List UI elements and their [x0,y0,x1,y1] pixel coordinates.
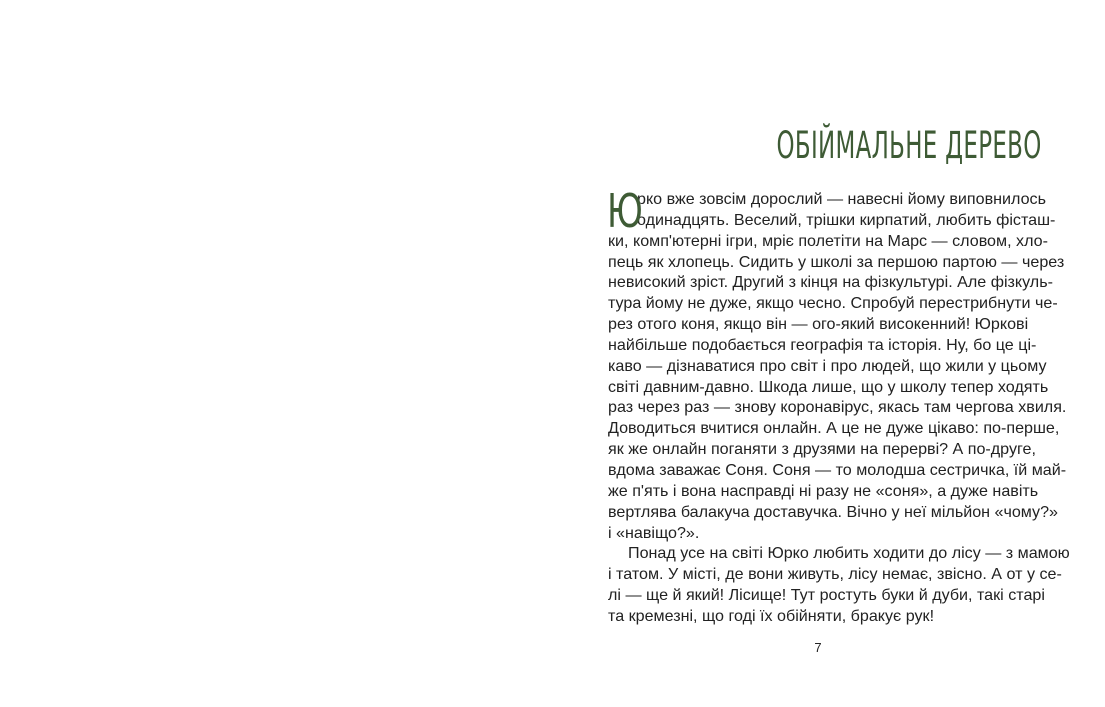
text-line: ки, комп'ютерні ігри, мріє полетіти на Марс — словом, хло- [608,231,1048,250]
right-page [552,0,1105,707]
text-line: вдома заважає Соня. Соня — то молодша сестричка, їй май- [608,460,1067,479]
text-line: і татом. У місті, де вони живуть, лісу немає, звісно. А от у се- [608,565,1062,584]
drop-cap: Ю [607,184,643,238]
text-line: одинадцять. Веселий, трішки кирпатий, любить фісташ- [637,210,1056,229]
text-line: рез отого коня, якщо він — ого-який високенний! Юркові [608,315,1029,334]
left-page-blank [0,0,552,707]
page-number: 7 [814,640,822,655]
text-line: Понад усе на світі Юрко любить ходити до лісу — з мамою [628,544,1070,563]
chapter-title: ОБІЙМАЛЬНЕ ДЕРЕВО [776,124,1042,167]
text-line: раз через раз — знову коронавірус, якась там чергова хвиля. [608,398,1067,417]
text-line: тура йому не дуже, якщо чесно. Спробуй перестрибнути че- [608,294,1058,313]
paragraph-1 [607,184,1067,543]
text-line: вертлява балакуча доставучка. Вічно у неї мільйон «чому?» [608,502,1058,521]
text-line: та кремезні, що годі їх обійняти, бракує рук! [608,606,935,625]
text-line: найбільше подобається географія та історія. Ну, бо це ці- [608,335,1037,354]
text-line: невисокий зріст. Другий з кінця на фізкультурі. Але фізкуль- [608,273,1053,292]
text-line: Доводиться вчитися онлайн. А це не дуже цікаво: по-перше, [608,419,1060,438]
text-line: світі давним-давно. Шкода лише, що у школу тепер ходять [608,377,1049,396]
body-text [607,184,1070,627]
text-line: же п'ять і вона насправді ні разу не «соня», а дуже навіть [608,481,1039,500]
text-line: як же онлайн поганяти з друзями на перерві? А по-друге, [608,440,1036,459]
text-line: лі — ще й який! Лісище! Тут ростуть буки й дуби, такі старі [608,586,1045,605]
text-line: рко вже зовсім дорослий — навесні йому виповнилось [637,190,1046,208]
text-line: пець як хлопець. Сидить у школі за першою партою — через [608,252,1065,271]
text-line: каво — дізнаватися про світ і про людей, що жили у цьому [608,356,1047,375]
text-line: і «навіщо?». [608,523,700,542]
paragraph-2 [608,543,1070,626]
